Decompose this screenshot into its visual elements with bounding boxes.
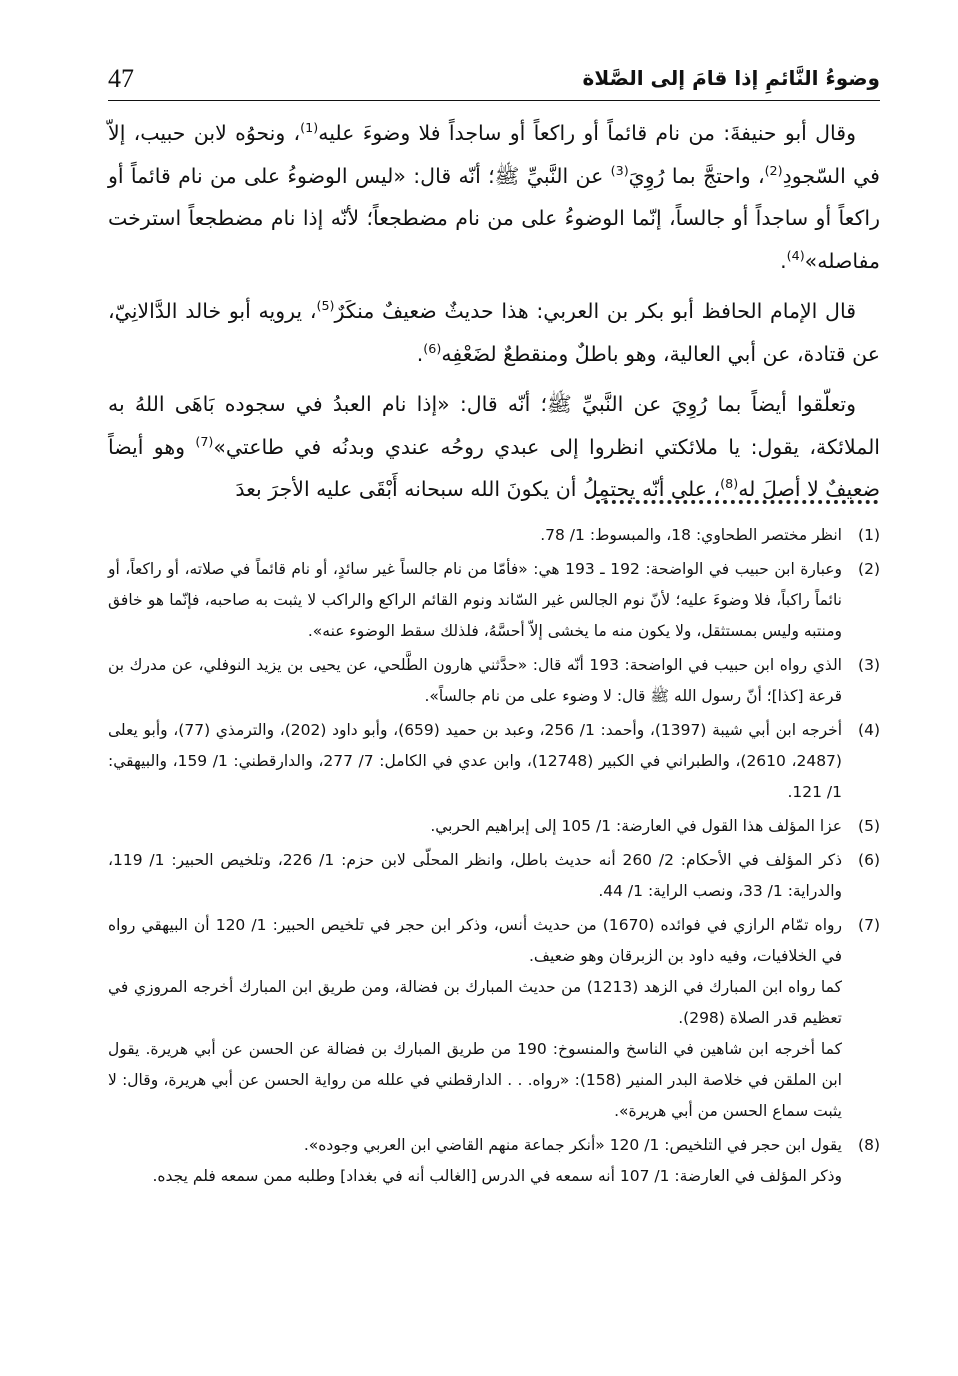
- footnote-number: (8): [858, 1136, 880, 1154]
- footnote-paragraph: وذكر المؤلف في العارضة: 1/ 107 أنه سمعه في الدرس [الغالب أنه في بغداد] وطلبه ممن سمعه فلم يجده.: [152, 1167, 842, 1185]
- footnote-paragraph: أخرجه ابن أبي شيبة (1397)، وأحمد: 1/ 256، وعبد بن حميد (659)، وأبو داود (202)، والترمذي (77)، وأبو يعلى (2487، 2610)، والطبراني في الكبير (12748)، وابن عدي في الكامل: 7/ 277، والدارقطني: 1/ 159، والبيهقي: 1/ 121.: [108, 721, 843, 801]
- footnote-paragraph: يقول ابن حجر في التلخيص: 1/ 120 «أنكر جماعة منهم القاضي ابن العربي وجوده».: [303, 1136, 842, 1154]
- footnote-ref: (1): [300, 120, 319, 136]
- footnote-number: (4): [858, 721, 880, 739]
- text-run: ، واحتجَّ بما رُوِيَ: [628, 163, 765, 188]
- paragraph: [108, 112, 880, 282]
- footnotes: [108, 520, 880, 1195]
- footnote-number: (5): [858, 817, 880, 835]
- footnote: [108, 811, 880, 842]
- footnote-text: [108, 845, 842, 907]
- text-run: قال الإمام الحافظ أبو بكر بن العربي: هذا حديثٌ ضعيفٌ منكَرٌ: [334, 299, 856, 323]
- paragraph: [108, 290, 880, 375]
- footnote-ref: (7): [195, 433, 214, 449]
- footnote-number: (2): [858, 560, 880, 578]
- footnote: [108, 1130, 880, 1192]
- footnote-paragraph: رواه تمّام الرازي في فوائده (1670) من حديث أنس، وذكر ابن حجر في تلخيص الحبير: 1/ 120 أن البيهقي رواه في الخلافيات، وفيه داود بن الزبرقان وهو ضعيف.: [108, 916, 843, 965]
- footnote-text: [108, 650, 842, 712]
- footnote-paragraph: كما رواه ابن المبارك في الزهد (1213) من حديث المبارك بن فضالة، ومن طريق ابن المبارك أخرجه المروزي في تعظيم قدر الصلاة (298).: [108, 978, 842, 1027]
- footnote: [108, 520, 880, 551]
- text-run: ، ونحوُه لابن حبيب، إلاّ في السّجودِ: [108, 121, 880, 188]
- text-run: ، يرويه أبو خالد الدَّالانِيّ، عن قتادة، عن أبي العالية، وهو باطلٌ ومنقطعٌ لضَعْفِه: [108, 299, 880, 366]
- page-header: [108, 62, 880, 98]
- text-run: .: [416, 341, 424, 366]
- footnote-text: [108, 520, 842, 551]
- running-title: وضوءُ النَّائمِ إذا قامَ إلى الصَّلاة: [582, 66, 880, 90]
- text-run: وقال أبو حنيفةَ: من نام قائماً أو راكعاً أو ساجداً فلا وضوءَ عليه: [318, 121, 857, 145]
- footnote-separator: [596, 494, 878, 504]
- footnote-number: (7): [858, 916, 880, 934]
- text-run: ، على أنّه يحتمِلُ أن يكونَ الله سبحانه أَبْقَى عليه الأجرَ بعدَ: [235, 477, 721, 501]
- footnote-number: (1): [858, 526, 880, 544]
- footnote-ref: (6): [423, 340, 442, 356]
- footnote-number: (6): [858, 851, 880, 869]
- footnote-ref: (4): [786, 247, 805, 263]
- footnote-ref: (3): [610, 162, 629, 178]
- main-text: [108, 112, 880, 519]
- footnote-text: [108, 910, 842, 1127]
- header-rule: [108, 100, 880, 101]
- footnote: [108, 845, 880, 907]
- footnote-paragraph: عزا المؤلف هذا القول في العارضة: 1/ 105 إلى إبراهيم الحربي.: [430, 817, 842, 835]
- footnote-text: [108, 715, 842, 808]
- footnote-text: [108, 811, 842, 842]
- footnote-ref: (8): [720, 476, 739, 492]
- text-run: وتعلّقوا أيضاً بما رُوِيَ عن النَّبيِّ ﷺ؛ أنّه قال: «إذا نام العبدُ في سجوده بَاهَى اللهُ به الملائكة، يقول: يا ملائكتي انظروا إلى عبدي روحُه عندي وبدنُه في طاعتي»: [108, 392, 881, 459]
- page-number: 47: [108, 64, 134, 93]
- footnote: [108, 715, 880, 808]
- footnote-ref: (5): [316, 298, 335, 314]
- footnote-paragraph: كما أخرجه ابن شاهين في الناسخ والمنسوخ: 190 من طريق المبارك بن فضالة عن الحسن عن أبي هريرة. يقول ابن الملقن في خلاصة البدر المنير (158): «رواه. . . الدارقطني في علله من رواية الحسن عن أبي هريرة، وقال: لا يثبت سماع الحسن من أبي هريرة».: [108, 1040, 842, 1120]
- footnote-paragraph: انظر مختصر الطحاوي: 18، والمبسوط: 1/ 78.: [540, 526, 842, 544]
- footnote-paragraph: ذكر المؤلف في الأحكام: 2/ 260 أنه حديث باطل، وانظر المحلّى لابن حزم: 1/ 226، وتلخيص الحبير: 1/ 119، والدراية: 1/ 33، ونصب الراية: 1/ 44.: [108, 851, 842, 900]
- footnote: [108, 650, 880, 712]
- footnote: [108, 910, 880, 1127]
- text-run: .: [780, 248, 787, 273]
- footnote: [108, 554, 880, 647]
- footnote-paragraph: وعبارة ابن حبيب في الواضحة: 192 ـ 193 هي: «فأمّا من نام جالساً غير سائدٍ، أو نام قائماً في صلاته، أو راكعاً، أو نائماً راكباً، فلا وضوءَ عليه؛ لأنّ نوم الجالس غير السّاند ونوم القائم الراكع والراكب لا يثبت به صاحبه، فإنّما هو خافق ومنتبه وليس بمستثقل، ولا يكون منه ما يخشى إلاّ أحسَّهُ، فلذلك سقط الوضوء عنه».: [108, 560, 842, 640]
- footnote-text: [108, 1130, 842, 1192]
- text-run: عن النَّبيِّ ﷺ؛ أنّه قال: «ليس الوضوءُ على من نام قائماً أو راكعاً أو ساجداً أو جالساً، إنّما الوضوءُ على من نام مضطجعاً؛ لأنّه إذا نام مضطجعاً استرخت مفاصله»: [108, 163, 880, 273]
- footnote-ref: (2): [764, 162, 783, 178]
- footnote-number: (3): [858, 656, 880, 674]
- footnote-paragraph: الذي رواه ابن حبيب في الواضحة: 193 أنّه قال: «حدَّثني هارون الطَّلحي، عن يحيى بن يزيد النوفلي، عن مدرك بن قرعة [كذا]؛ أنّ رسول الله ﷺ قال: لا وضوء على من نام جالساً».: [108, 656, 842, 705]
- paragraph: [108, 383, 880, 511]
- footnote-text: [108, 554, 842, 647]
- text-run: وهو أيضاً ضعيفٌ لا أصلَ له: [108, 434, 880, 501]
